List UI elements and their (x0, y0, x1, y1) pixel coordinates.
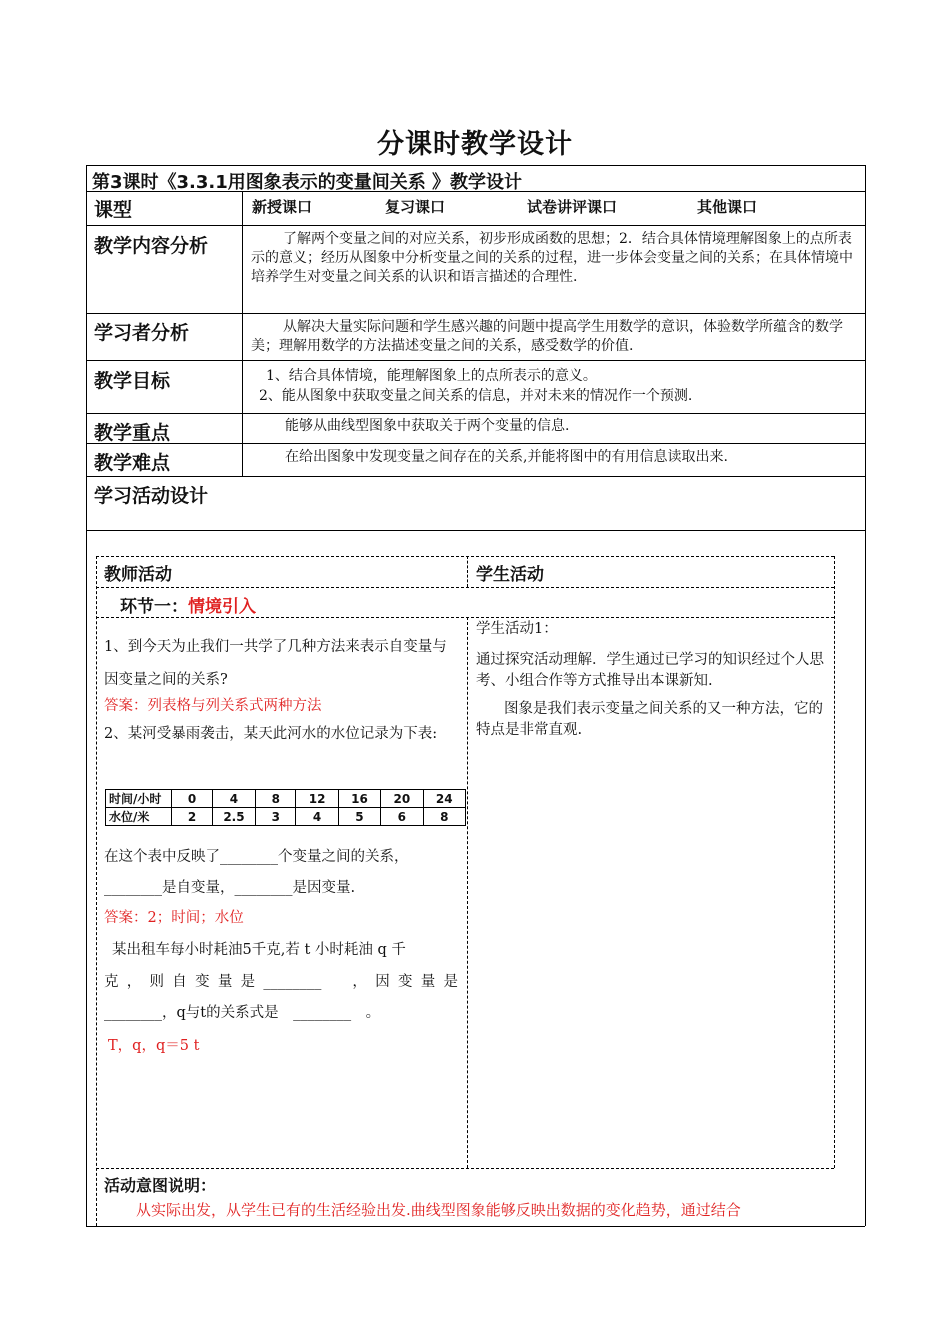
question-3-line-2: ________是自变量，________是因变量. (104, 880, 356, 896)
table-cell: 8 (423, 808, 465, 826)
lesson-type-label: 课型 (94, 199, 133, 221)
answer-4: T，q，q＝5 t (108, 1038, 200, 1054)
section-prefix: 环节一： (120, 597, 188, 617)
table-cell: 4 (212, 790, 256, 808)
table-cell: 20 (381, 790, 423, 808)
row-divider (86, 413, 865, 414)
column-divider (242, 191, 243, 476)
lesson-type-option-exam[interactable]: 试卷讲评课口 (527, 198, 618, 216)
objectives-label: 教学目标 (94, 370, 171, 392)
row-divider (86, 530, 865, 531)
table-cell: 5 (338, 808, 380, 826)
row-divider (86, 443, 865, 444)
answer-1: 答案：列表格与列关系式两种方法 (104, 698, 322, 714)
table-cell: 24 (423, 790, 465, 808)
table-top-border (86, 165, 865, 166)
question-4-line-1: 某出租车每小时耗油5千克,若 t 小时耗油 q 千 (112, 942, 406, 958)
question-1: 1、到今天为止我们一共学了几种方法来表示自变量与因变量之间的关系? (104, 639, 447, 688)
student-activity-title: 学生活动1： (476, 621, 558, 637)
row-divider (86, 313, 865, 314)
lesson-header: 第3课时《3.3.1用图象表示的变量间关系 》教学设计 (92, 172, 523, 193)
table-cell: 4 (296, 808, 338, 826)
content-analysis-label: 教学内容分析 (94, 235, 209, 257)
table-cell: 3 (256, 808, 296, 826)
difficulties-text: 在给出图象中发现变量之间存在的关系,并能将图中的有用信息读取出来. (285, 449, 728, 465)
table-cell: 2 (172, 808, 212, 826)
table-row (106, 808, 466, 826)
answer-3: 答案：2；时间；水位 (104, 910, 244, 926)
content-analysis-text: 了解两个变量之间的对应关系，初步形成函数的思想；2．结合具体情境理解图象上的点所表示的意义；经历从图象中分析变量之间的关系的过程，进一步体会变量之间的关系；在具体情境中培养学生对变量之间关系的认识和语言描述的合理性. (251, 231, 853, 285)
objective-item-2: 2、能从图象中获取变量之间关系的信息，并对未来的情况作一个预测. (259, 388, 693, 404)
learner-analysis-label: 学习者分析 (94, 322, 190, 344)
learner-analysis-text: 从解决大量实际问题和学生感兴趣的问题中提高学生用数学的意识，体验数学所蕴含的数学美；理解用数学的方法描述变量之间的关系，感受数学的价值. (251, 319, 843, 354)
activity-column-divider (467, 556, 468, 587)
water-level-table (105, 789, 466, 826)
table-cell: 0 (172, 790, 212, 808)
question-4-line-3: ________，q与t的关系式是 ________ 。 (104, 1005, 381, 1021)
student-activity-text-2: 图象是我们表示变量之间关系的又一种方法，它的特点是非常直观. (476, 701, 823, 738)
activity-table-right (834, 556, 835, 1168)
water-level-table-wrap (100, 785, 466, 831)
student-activity-text-1: 通过探究活动理解．学生通过已学习的知识经过个人思考、小组合作等方式推导出本课新知. (476, 652, 824, 689)
activity-header-divider (96, 587, 834, 588)
activity-table-top (96, 556, 834, 557)
difficulties-label: 教学难点 (94, 452, 171, 474)
activity-table-left (96, 556, 97, 1226)
question-3-line-1: 在这个表中反映了________个变量之间的关系， (104, 849, 409, 865)
table-cell: 时间/小时 (106, 790, 172, 808)
table-left-border (86, 165, 87, 1226)
question-4-line-2: 克，则自变量是________ ，因变量是 (104, 974, 458, 990)
question-2: 2、某河受暴雨袭击，某天此河水的水位记录为下表: (104, 726, 438, 742)
table-cell: 2.5 (212, 808, 256, 826)
row-divider (86, 360, 865, 361)
row-divider (86, 225, 865, 226)
activity-intent-label: 活动意图说明： (104, 1176, 217, 1195)
activity-intent-divider (96, 1168, 834, 1169)
activity-section-divider (96, 617, 834, 618)
table-cell: 8 (256, 790, 296, 808)
table-cell: 16 (338, 790, 380, 808)
activity-column-divider (467, 617, 468, 1168)
page-title: 分课时教学设计 (377, 129, 573, 160)
table-right-border (865, 165, 866, 1226)
table-bottom-border (86, 1226, 865, 1227)
lesson-type-option-new[interactable]: 新授课口 (252, 198, 313, 216)
table-cell: 水位/米 (106, 808, 172, 826)
lesson-type-option-other[interactable]: 其他课口 (697, 198, 758, 216)
key-points-text: 能够从曲线型图象中获取关于两个变量的信息. (285, 418, 570, 434)
teacher-activity-header: 教师活动 (104, 565, 172, 585)
activity-design-label: 学习活动设计 (94, 485, 209, 507)
table-row (106, 790, 466, 808)
activity-intent-text: 从实际出发，从学生已有的生活经验出发.曲线型图象能够反映出数据的变化趋势，通过结合 (136, 1201, 741, 1219)
lesson-type-option-review[interactable]: 复习课口 (385, 198, 446, 216)
key-points-label: 教学重点 (94, 422, 171, 444)
section-name: 情境引入 (188, 597, 256, 617)
table-cell: 6 (381, 808, 423, 826)
row-divider (86, 476, 865, 477)
objective-item-1: 1、结合具体情境，能理解图象上的点所表示的意义。 (266, 368, 597, 384)
student-activity-header: 学生活动 (476, 565, 544, 585)
table-cell: 12 (296, 790, 338, 808)
section-title (120, 592, 256, 617)
